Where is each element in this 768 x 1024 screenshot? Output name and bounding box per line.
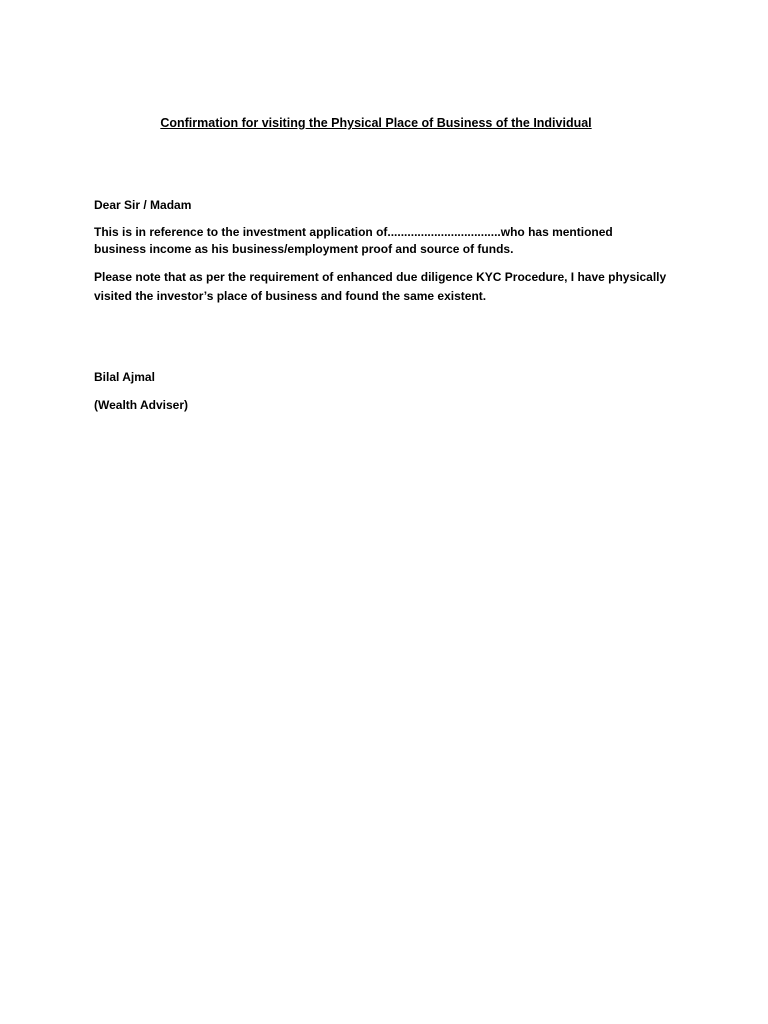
paragraph-1-line-1: This is in reference to the investment application of..................................who has mentioned xyxy=(94,225,613,239)
document-title: Confirmation for visiting the Physical Place of Business of the Individual xyxy=(160,116,592,130)
paragraph-2-line-2: visited the investor’s place of business and found the same existent. xyxy=(94,289,487,303)
paragraph-2-line-1: Please note that as per the requirement of enhanced due diligence KYC Procedure, I have physically xyxy=(94,270,667,284)
salutation: Dear Sir / Madam xyxy=(94,198,192,212)
signer-name: Bilal Ajmal xyxy=(94,370,155,384)
paragraph-1-line-2: business income as his business/employment proof and source of funds. xyxy=(94,242,514,256)
signer-role: (Wealth Adviser) xyxy=(94,398,189,412)
